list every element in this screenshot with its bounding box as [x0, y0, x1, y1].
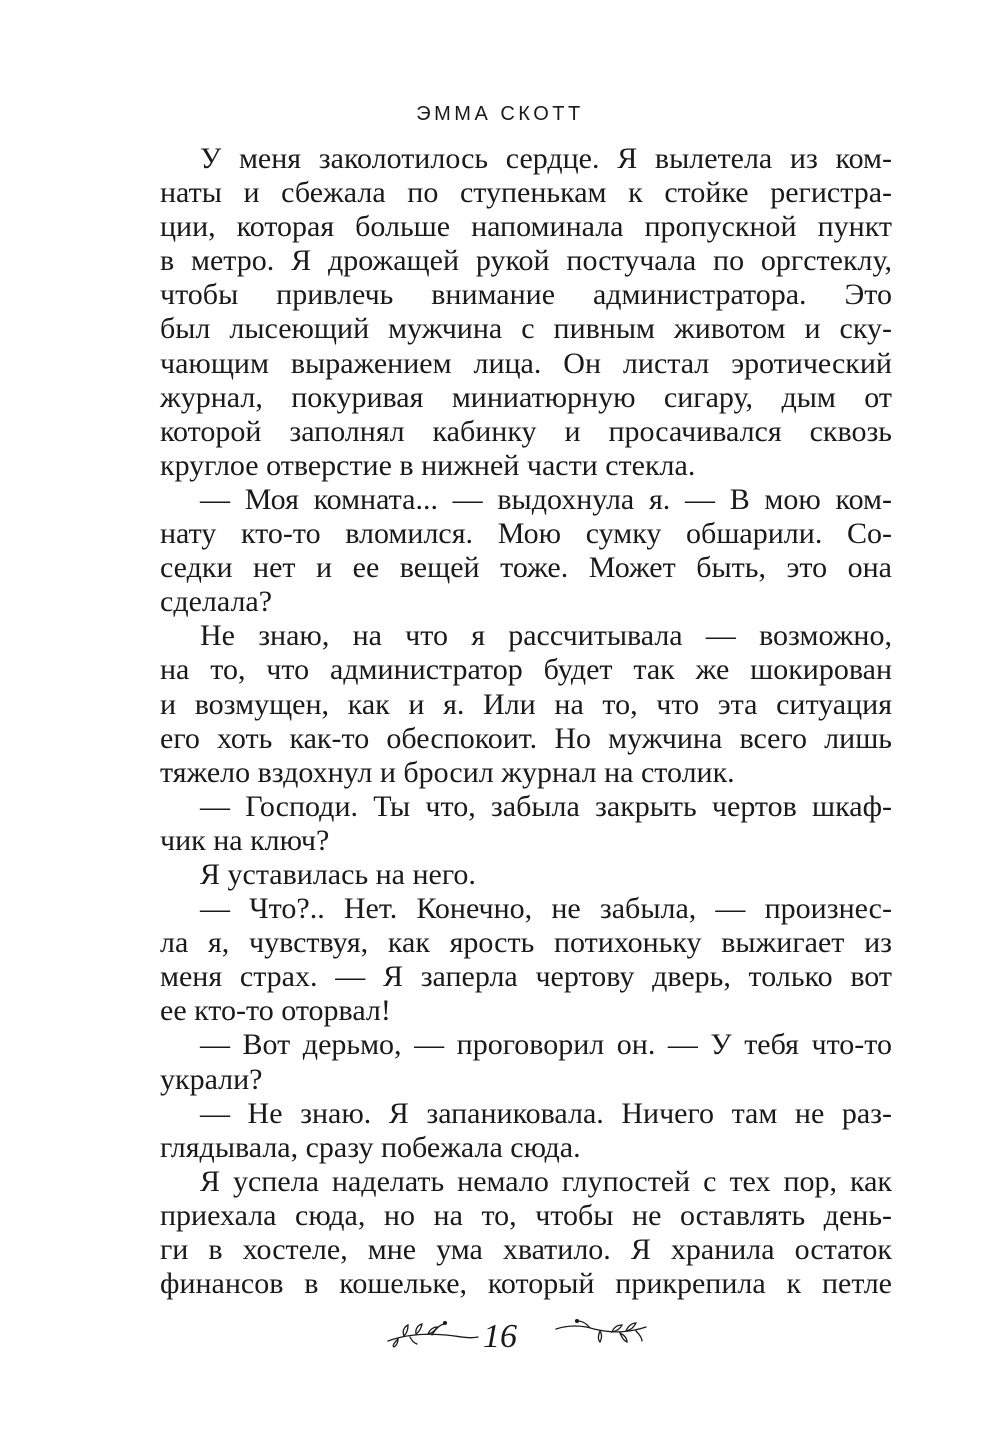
text-line: был лысеющий мужчина с пивным животом и ску-	[160, 312, 892, 346]
running-head-author: ЭММА СКОТТ	[416, 103, 584, 125]
text-line: меня страх. — Я заперла чертову дверь, только вот	[160, 960, 892, 994]
text-line: седки нет и ее вещей тоже. Может быть, это она	[160, 551, 892, 585]
text-line: которой заполнял кабинку и просачивался сквозь	[160, 414, 892, 448]
text-line: нату кто-то вломился. Мою сумку обшарили. Со-	[160, 517, 892, 551]
floral-vine-left-icon	[384, 1315, 484, 1349]
text-line: Не знаю, на что я рассчитывала — возможно,	[200, 619, 892, 653]
text-line: и возмущен, как и я. Или на то, что эта ситуация	[160, 687, 892, 721]
text-line: журнал, покуривая миниатюрную сигару, дым от	[160, 380, 892, 414]
text-line: — Моя комната... — выдохнула я. — В мою ком-	[200, 482, 892, 516]
text-line: круглое отверстие в нижней части стекла.	[160, 448, 696, 482]
body-text	[160, 142, 892, 1301]
text-line: ла я, чувствуя, как ярость потихоньку выжигает из	[160, 926, 892, 960]
text-line: чик на ключ?	[160, 823, 330, 857]
text-line: наты и сбежала по ступенькам к стойке регистра-	[160, 176, 892, 210]
text-line: украли?	[160, 1062, 263, 1096]
text-line: приехала сюда, но на то, чтобы не оставлять день-	[160, 1198, 892, 1232]
text-line: в метро. Я дрожащей рукой постучала по оргстеклу,	[160, 244, 892, 278]
text-line: ции, которая больше напоминала пропускной пункт	[160, 210, 892, 244]
text-line: У меня заколотилось сердце. Я вылетела из ком-	[200, 142, 892, 175]
text-line: финансов в кошельке, который прикрепила к петле	[160, 1267, 892, 1301]
page-number: 16	[483, 1318, 517, 1355]
text-line: — Господи. Ты что, забыла закрыть чертов шкаф-	[200, 789, 892, 823]
text-line: тяжело вздохнул и бросил журнал на столик.	[160, 755, 735, 789]
page-footer	[0, 1315, 1000, 1365]
text-line: глядывала, сразу побежала сюда.	[160, 1130, 581, 1164]
text-line: — Не знаю. Я запаниковала. Ничего там не раз-	[200, 1096, 892, 1130]
text-line: ее кто-то оторвал!	[160, 994, 391, 1028]
text-line: его хоть как-то обеспокоит. Но мужчина всего лишь	[160, 721, 892, 755]
text-line: Я уставилась на него.	[200, 857, 476, 891]
text-line: чтобы привлечь внимание администратора. Это	[160, 278, 892, 312]
text-line: Я успела наделать немало глупостей с тех пор, как	[200, 1164, 892, 1198]
text-line: сделала?	[160, 585, 273, 619]
text-line: ги в хостеле, мне ума хватило. Я хранила остаток	[160, 1233, 892, 1266]
text-line: — Вот дерьмо, — проговорил он. — У тебя что-то	[200, 1028, 892, 1062]
text-line: чающим выражением лица. Он листал эротический	[160, 346, 892, 380]
text-line: на то, что администратор будет так же шокирован	[160, 653, 892, 687]
floral-vine-right-icon	[550, 1315, 650, 1349]
text-line: — Что?.. Нет. Конечно, не забыла, — произнес-	[200, 892, 892, 926]
